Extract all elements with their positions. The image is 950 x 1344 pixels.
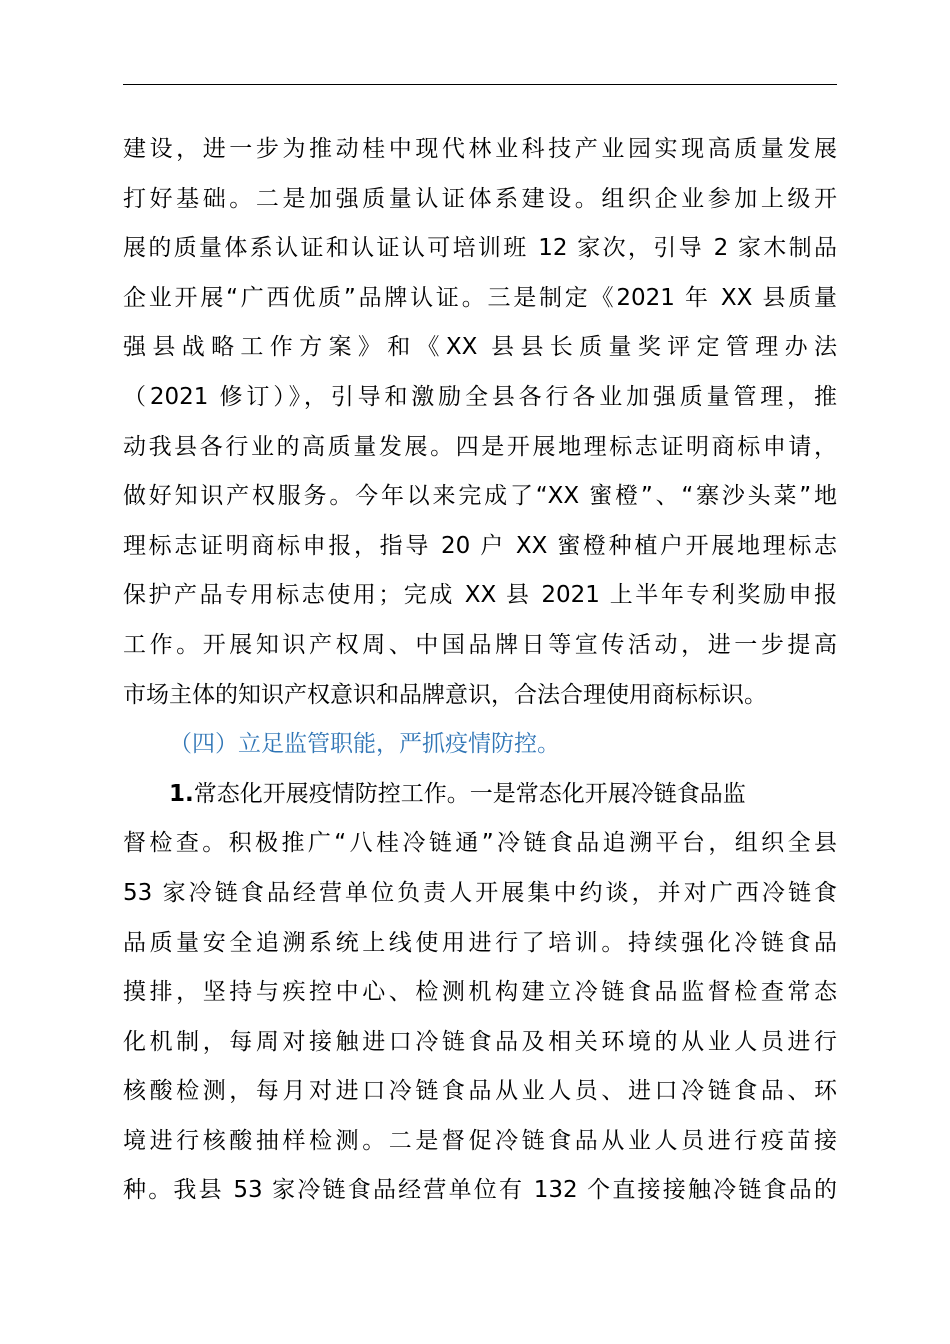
paragraph-line: 理标志证明商标申报，指导 20 户 XX 蜜橙种植户开展地理标志 bbox=[123, 532, 837, 559]
paragraph-line: 种。我县 53 家冷链食品经营单位有 132 个直接接触冷链食品的 bbox=[123, 1177, 837, 1204]
section-heading: （四）立足监管职能，严抓疫情防控。 bbox=[169, 731, 560, 758]
paragraph-line: 境进行核酸抽样检测。二是督促冷链食品从业人员进行疫苗接 bbox=[123, 1127, 837, 1154]
header-rule bbox=[123, 84, 837, 85]
item-number: 1. bbox=[169, 780, 194, 807]
paragraph-line: （2021 修订）》，引导和激励全县各行各业加强质量管理，推 bbox=[123, 383, 837, 410]
paragraph-line: 展的质量体系认证和认证认可培训班 12 家次，引导 2 家木制品 bbox=[123, 235, 837, 262]
paragraph-line: 打好基础。二是加强质量认证体系建设。组织企业参加上级开 bbox=[123, 185, 837, 212]
paragraph-line: 市场主体的知识产权意识和品牌意识，合法合理使用商标标识。 bbox=[123, 681, 767, 708]
paragraph-line: 摸排，坚持与疾控中心、检测机构建立冷链食品监督检查常态 bbox=[123, 979, 837, 1006]
item-first-line-text: 常态化开展疫情防控工作。一是常态化开展冷链食品监 bbox=[193, 780, 746, 807]
paragraph-line: 53 家冷链食品经营单位负责人开展集中约谈，并对广西冷链食 bbox=[123, 879, 837, 906]
paragraph-line: 工作。开展知识产权周、中国品牌日等宣传活动，进一步提高 bbox=[123, 631, 837, 658]
paragraph-line: 品质量安全追溯系统上线使用进行了培训。持续强化冷链食品 bbox=[123, 929, 837, 956]
paragraph-line: 做好知识产权服务。今年以来完成了“XX 蜜橙”、“寨沙头菜”地 bbox=[123, 483, 837, 510]
paragraph-line: 化机制，每周对接触进口冷链食品及相关环境的从业人员进行 bbox=[123, 1028, 837, 1055]
paragraph-line: 强县战略工作方案》和《XX 县县长质量奖评定管理办法 bbox=[123, 334, 837, 361]
paragraph-line: 督检查。积极推广“八桂冷链通”冷链食品追溯平台，组织全县 bbox=[123, 830, 837, 857]
paragraph-line: 建设，进一步为推动桂中现代林业科技产业园实现高质量发展 bbox=[123, 136, 837, 162]
paragraph-line: 保护产品专用标志使用；完成 XX 县 2021 上半年专利奖励申报 bbox=[123, 582, 837, 609]
item-first-line bbox=[123, 770, 837, 820]
paragraph-line: 核酸检测，每月对进口冷链食品从业人员、进口冷链食品、环 bbox=[123, 1078, 837, 1105]
paragraph-line: 动我县各行业的高质量发展。四是开展地理标志证明商标申请， bbox=[123, 433, 837, 460]
document-body bbox=[123, 125, 837, 1216]
paragraph-line: 企业开展“广西优质”品牌认证。三是制定《2021 年 XX 县质量 bbox=[123, 284, 837, 311]
